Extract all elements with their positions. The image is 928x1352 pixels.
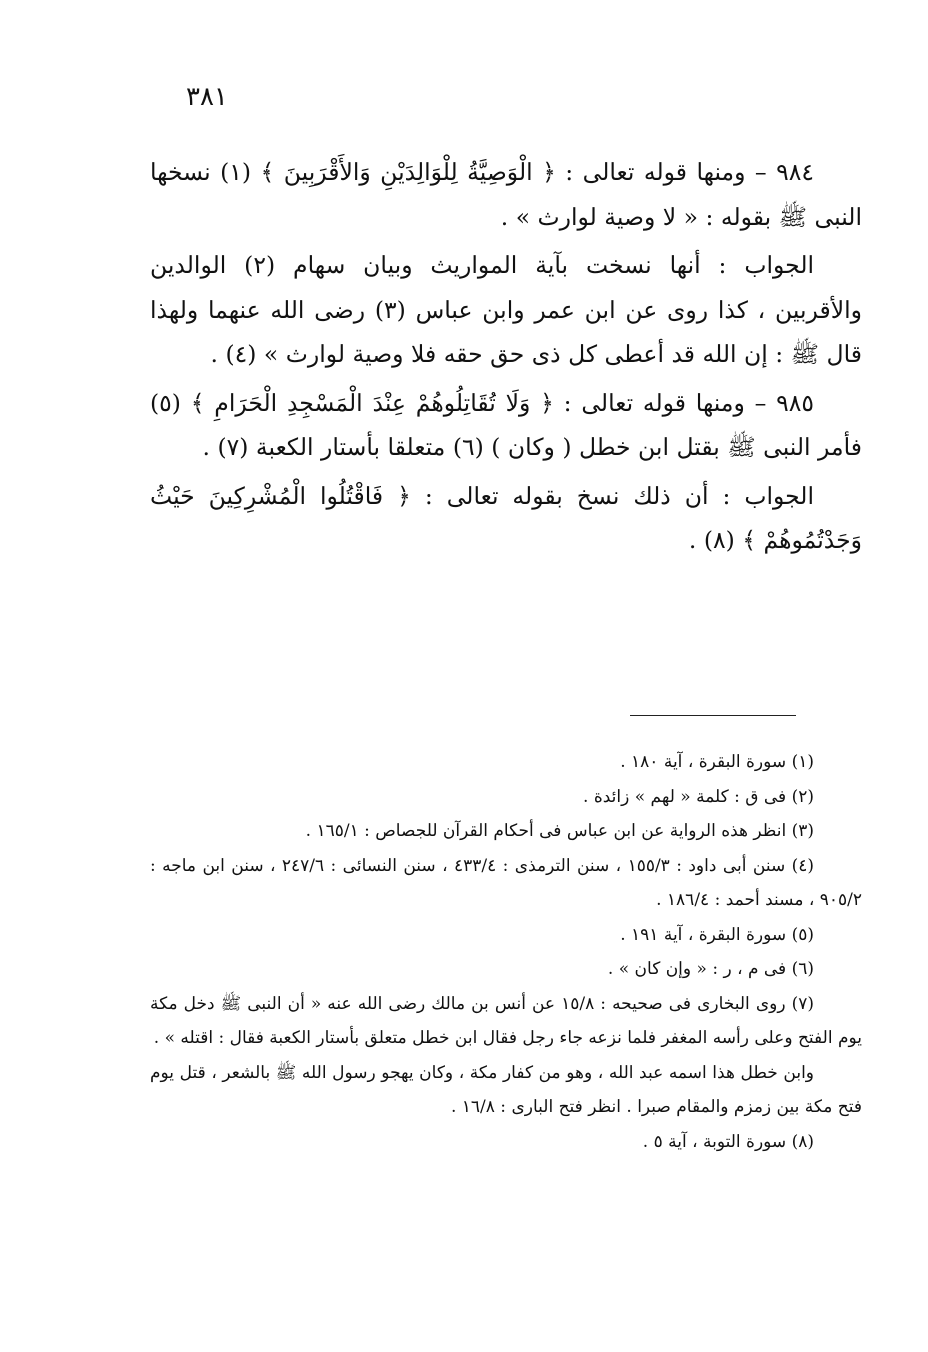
- footnote-1: (١) سورة البقرة ، آية ١٨٠ .: [620, 752, 814, 772]
- footnote-2: (٢) فى ق : كلمة « لهم » زائدة .: [583, 786, 814, 807]
- page-number: ٣٨١: [186, 82, 228, 112]
- footnote-6: (٦) فى م ، ر : « وإن كان » .: [607, 959, 814, 979]
- footnote-4: (٤) سنن أبى داود : ١٥٥/٣ ، سنن الترمذى : ٤٣٣/٤ ، سنن النسائى : ٢٤٧/٦ ، سنن ابن ماجه : ٩٠٥/٢ ، مسند أحمد : ١٨٦/٤ .: [150, 855, 862, 910]
- main-text: [150, 150, 862, 567]
- footnote-7: (٧) روى البخارى فى صحيحه : ١٥/٨ عن أنس بن مالك رضى الله عنه « أن النبى ﷺ دخل مكة يوم الفتح وعلى رأسه المغفر فلما نزعه جاء رجل فقال ابن خطل متعلق بأستار الكعبة فقال : اقتله » .: [150, 993, 862, 1048]
- footnotes: [150, 745, 862, 1159]
- paragraph-985-answer: الجواب : أن ذلك نسخ بقوله تعالى : ﴿ فَاقْتُلُوا الْمُشْرِكِينَ حَيْثُ وَجَدْتُمُوهُمْ ﴾ (٨) .: [150, 481, 862, 554]
- paragraph-984: ٩٨٤ – ومنها قوله تعالى : ﴿ الْوَصِيَّةُ لِلْوَالِدَيْنِ وَالأَقْرَبِينَ ﴾ (١) نسخها النبى ﷺ بقوله : « لا وصية لوارث » .: [150, 158, 862, 231]
- footnote-divider: [630, 715, 796, 716]
- footnote-3: (٣) انظر هذه الرواية عن ابن عباس فى أحكام القرآن للجصاص : ١٦٥/١ .: [305, 821, 814, 841]
- paragraph-984-answer: الجواب : أنها نسخت بآية المواريث وبيان سهام (٢) الوالدين والأقربين ، كذا روى عن ابن عمر وابن عباس (٣) رضى الله عنهما ولهذا قال ﷺ : إن الله قد أعطى كل ذى حق حقه فلا وصية لوارث » (٤) .: [150, 251, 863, 368]
- footnote-7-continuation: وابن خطل هذا اسمه عبد الله ، وهو من كفار مكة ، وكان يهجو رسول الله ﷺ بالشعر ، قتل يوم فتح مكة بين زمزم والمقام صبرا . انظر فتح البارى : ١٦/٨ .: [150, 1062, 862, 1117]
- footnote-5: (٥) سورة البقرة ، آية ١٩١ .: [620, 924, 814, 945]
- paragraph-985: ٩٨٥ – ومنها قوله تعالى : ﴿ وَلَا تُقَاتِلُوهُمْ عِنْدَ الْمَسْجِدِ الْحَرَامِ ﴾ (٥) فأمر النبى ﷺ بقتل ابن خطل ( وكان ) (٦) متعلقا بأستار الكعبة (٧) .: [150, 388, 862, 461]
- footnote-8: (٨) سورة التوبة ، آية ٥ .: [642, 1131, 814, 1152]
